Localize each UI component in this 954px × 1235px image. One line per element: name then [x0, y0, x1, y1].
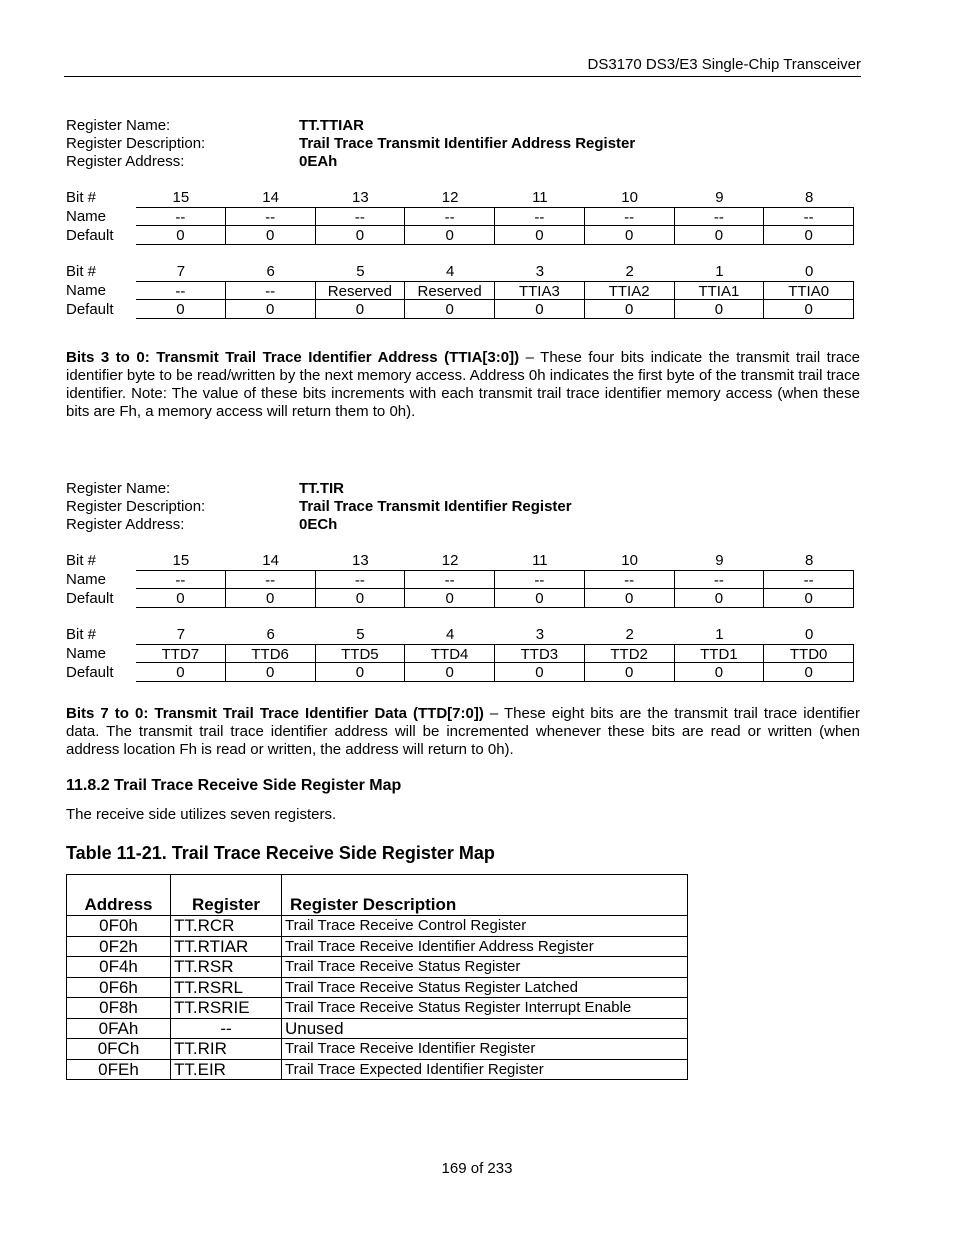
- bit-default-row: [66, 226, 855, 245]
- bit-name-cell: TTD4: [405, 644, 495, 663]
- bit-number-row: [66, 551, 855, 570]
- table-title: Table 11-21. Trail Trace Receive Side Register Map: [66, 843, 495, 863]
- bit-default-cell: 0: [226, 589, 316, 608]
- bit-grid-tir-high: [66, 551, 855, 608]
- bit-number: 7: [176, 263, 186, 280]
- bit-default-cell: 0: [316, 300, 406, 319]
- bit-name-cell: TTIA3: [495, 281, 585, 300]
- bit-default-cell: 0: [136, 663, 226, 682]
- bit-default-cell: 0: [405, 300, 495, 319]
- name-label: Name: [66, 645, 107, 662]
- bit-name-row: [66, 570, 855, 589]
- bit-name-cell: --: [495, 207, 585, 226]
- bit-default-cell: 0: [585, 589, 675, 608]
- bit-default-cell: 0: [226, 226, 316, 245]
- register-cell: TT.RCR: [171, 916, 282, 937]
- bit-number: 5: [356, 626, 365, 643]
- default-label: Default: [66, 227, 114, 244]
- bit-name-cell: --: [226, 281, 316, 300]
- bit-default-cell: 0: [764, 226, 854, 245]
- register-cell: TT.RIR: [171, 1039, 282, 1060]
- bit-name-cell: --: [764, 570, 854, 589]
- bit-grid-tir-low: [66, 625, 855, 682]
- register-cell: --: [171, 1018, 282, 1039]
- bit-grid-ttiar-low: [66, 262, 855, 319]
- section-heading: 11.8.2 Trail Trace Receive Side Register Map: [66, 777, 402, 794]
- table-row: [67, 957, 688, 978]
- bit-default-cell: 0: [226, 663, 316, 682]
- bit-number: 15: [172, 189, 190, 206]
- bit-default-cell: 0: [226, 300, 316, 319]
- bit-number: 5: [356, 263, 365, 280]
- table-row: [67, 998, 688, 1019]
- bit-default-cell: 0: [136, 300, 226, 319]
- bit-default-cell: 0: [405, 589, 495, 608]
- bit-name-cell: TTIA0: [764, 281, 854, 300]
- description-cell: Trail Trace Receive Control Register: [282, 916, 688, 937]
- register-address-label: Register Address:: [66, 153, 185, 170]
- bit-name-cell: TTD1: [675, 644, 765, 663]
- address-cell: 0FEh: [67, 1059, 171, 1080]
- register-cell: TT.RSRIE: [171, 998, 282, 1019]
- bit-default-cell: 0: [675, 226, 765, 245]
- address-cell: 0FAh: [67, 1018, 171, 1039]
- header-rule: [64, 76, 861, 77]
- bit-name-cell: --: [316, 570, 406, 589]
- bit-default-cell: 0: [495, 663, 585, 682]
- bits-description-text: – These eight bits are the transmit trail trace identifier data. The transmit trail trace identifier address will be incremented whenever these bits are read or written (when address location Fh is read or written, the address will return to 0h).: [66, 705, 860, 758]
- bit-name-cell: --: [136, 570, 226, 589]
- bit-number: 8: [804, 552, 814, 569]
- name-label: Name: [66, 571, 107, 588]
- table-row: [67, 1018, 688, 1039]
- bit-number: 14: [262, 552, 279, 569]
- description-cell: Trail Trace Receive Status Register Latched: [282, 977, 688, 998]
- bit-number: 0: [804, 626, 814, 643]
- bit-label: Bit #: [66, 189, 97, 206]
- bits-description-text: – These four bits indicate the transmit trail trace identifier byte to be read/written by the next memory access. Address 0h indicates the first byte of the transmit trail trace identifier. Note: The value of these bits increments with each transmit trail trace identifier memory access (when these bits are Fh, a memory access will return them to 0h).: [66, 349, 861, 420]
- bit-name-row: [66, 207, 855, 226]
- description-cell: Trail Trace Receive Status Register: [282, 957, 688, 978]
- bit-number: 3: [535, 263, 545, 280]
- bit-name-cell: --: [585, 570, 675, 589]
- bit-name-cell: --: [316, 207, 406, 226]
- bit-default-cell: 0: [316, 226, 406, 245]
- table-row: [67, 1039, 688, 1060]
- bit-number: 14: [262, 189, 279, 206]
- register-info-ttiar: [66, 117, 635, 171]
- bit-number: 10: [621, 552, 638, 569]
- bit-default-cell: 0: [675, 300, 765, 319]
- bit-name-cell: TTD3: [495, 644, 585, 663]
- register-name-value: TT.TTIAR: [299, 117, 364, 134]
- address-cell: 0F0h: [67, 916, 171, 937]
- bit-grid-ttiar-high: [66, 188, 855, 245]
- bit-label: Bit #: [66, 626, 97, 643]
- bit-default-row: [66, 589, 855, 608]
- bit-number: 11: [532, 552, 548, 569]
- register-name-label: Register Name:: [66, 117, 171, 134]
- column-header-address: Address: [67, 875, 171, 916]
- bit-name-cell: Reserved: [316, 281, 406, 300]
- bit-default-cell: 0: [405, 663, 495, 682]
- bit-name-cell: TTIA1: [675, 281, 765, 300]
- description-cell: Trail Trace Expected Identifier Register: [282, 1059, 688, 1080]
- bit-name-cell: TTD5: [316, 644, 406, 663]
- document-header-title: DS3170 DS3/E3 Single-Chip Transceiver: [587, 56, 861, 73]
- bit-number: 12: [441, 552, 459, 569]
- register-address-label: Register Address:: [66, 516, 185, 533]
- bit-number: 10: [621, 189, 638, 206]
- bit-number: 11: [532, 189, 548, 206]
- address-cell: 0F8h: [67, 998, 171, 1019]
- bit-default-cell: 0: [316, 663, 406, 682]
- bit-number: 6: [266, 263, 275, 280]
- bit-number: 4: [445, 626, 455, 643]
- bit-number: 2: [625, 626, 634, 643]
- bit-default-cell: 0: [585, 226, 675, 245]
- column-header-description: Register Description: [282, 875, 688, 916]
- bit-name-cell: TTD7: [136, 644, 226, 663]
- column-header-register: Register: [171, 875, 282, 916]
- table-row: [67, 977, 688, 998]
- default-label: Default: [66, 301, 114, 318]
- table-row: [67, 936, 688, 957]
- bit-name-row: [66, 281, 855, 300]
- bit-number-row: [66, 625, 855, 644]
- bit-number: 1: [715, 263, 724, 280]
- bit-default-row: [66, 663, 855, 682]
- register-description-label: Register Description:: [66, 135, 206, 152]
- bit-default-cell: 0: [585, 663, 675, 682]
- bit-name-cell: TTD6: [226, 644, 316, 663]
- bit-number-row: [66, 188, 855, 207]
- default-label: Default: [66, 664, 114, 681]
- default-label: Default: [66, 590, 114, 607]
- bit-name-cell: --: [585, 207, 675, 226]
- bits-description-tir: [66, 705, 860, 759]
- register-map-table: [66, 874, 688, 1080]
- bit-default-cell: 0: [316, 589, 406, 608]
- address-cell: 0F2h: [67, 936, 171, 957]
- bit-name-cell: TTD0: [764, 644, 854, 663]
- bit-default-cell: 0: [495, 300, 585, 319]
- register-address-value: 0ECh: [299, 516, 338, 533]
- register-cell: TT.RSRL: [171, 977, 282, 998]
- bits-description-heading: Bits 7 to 0: Transmit Trail Trace Identifier Data (TTD[7:0]): [66, 705, 484, 722]
- bit-number: 12: [441, 189, 459, 206]
- bit-number: 1: [715, 626, 724, 643]
- bit-number: 8: [804, 189, 814, 206]
- bit-default-cell: 0: [764, 300, 854, 319]
- section-intro: The receive side utilizes seven registers.: [66, 806, 337, 823]
- bit-default-cell: 0: [136, 589, 226, 608]
- bit-default-cell: 0: [495, 589, 585, 608]
- bit-name-cell: --: [226, 207, 316, 226]
- bit-number: 13: [352, 552, 369, 569]
- bit-number: 4: [445, 263, 455, 280]
- bit-default-cell: 0: [495, 226, 585, 245]
- description-cell: Unused: [282, 1018, 688, 1039]
- bit-label: Bit #: [66, 263, 97, 280]
- bit-default-cell: 0: [764, 589, 854, 608]
- register-description-label: Register Description:: [66, 498, 206, 515]
- table-header-row: [67, 875, 688, 916]
- bit-name-row: [66, 644, 855, 663]
- register-description-value: Trail Trace Transmit Identifier Address Register: [299, 135, 636, 152]
- bit-default-cell: 0: [405, 226, 495, 245]
- bits-description-ttiar: [66, 349, 860, 421]
- bit-number: 0: [804, 263, 814, 280]
- table-row: [67, 916, 688, 937]
- bit-number: 9: [715, 552, 724, 569]
- bit-default-cell: 0: [675, 589, 765, 608]
- bit-name-cell: --: [405, 570, 495, 589]
- bit-label: Bit #: [66, 552, 97, 569]
- bit-name-cell: --: [136, 207, 226, 226]
- register-name-value: TT.TIR: [299, 480, 344, 497]
- bit-name-cell: TTD2: [585, 644, 675, 663]
- register-description-value: Trail Trace Transmit Identifier Register: [299, 498, 572, 515]
- bit-number: 15: [172, 552, 190, 569]
- bits-description-heading: Bits 3 to 0: Transmit Trail Trace Identifier Address (TTIA[3:0]): [66, 349, 520, 366]
- name-label: Name: [66, 282, 107, 299]
- page-number: 169 of 233: [441, 1160, 513, 1177]
- bit-number-row: [66, 262, 855, 281]
- register-info-tir: [66, 480, 572, 534]
- description-cell: Trail Trace Receive Identifier Register: [282, 1039, 688, 1060]
- bit-number: 6: [266, 626, 275, 643]
- bit-number: 9: [715, 189, 724, 206]
- bit-default-cell: 0: [764, 663, 854, 682]
- bit-name-cell: TTIA2: [585, 281, 675, 300]
- bit-default-cell: 0: [585, 300, 675, 319]
- table-row: [67, 1059, 688, 1080]
- bit-name-cell: Reserved: [405, 281, 495, 300]
- bit-name-cell: --: [405, 207, 495, 226]
- bit-name-cell: --: [764, 207, 854, 226]
- bit-default-row: [66, 300, 855, 319]
- description-cell: Trail Trace Receive Status Register Interrupt Enable: [282, 998, 688, 1019]
- bit-default-cell: 0: [136, 226, 226, 245]
- bit-number: 7: [176, 626, 186, 643]
- bit-name-cell: --: [136, 281, 226, 300]
- bit-name-cell: --: [675, 207, 765, 226]
- bit-default-cell: 0: [675, 663, 765, 682]
- address-cell: 0FCh: [67, 1039, 171, 1060]
- bit-number: 13: [352, 189, 369, 206]
- register-name-label: Register Name:: [66, 480, 171, 497]
- register-address-value: 0EAh: [299, 153, 338, 170]
- bit-name-cell: --: [495, 570, 585, 589]
- bit-number: 2: [625, 263, 634, 280]
- address-cell: 0F4h: [67, 957, 171, 978]
- register-cell: TT.RSR: [171, 957, 282, 978]
- bit-name-cell: --: [675, 570, 765, 589]
- bit-name-cell: --: [226, 570, 316, 589]
- address-cell: 0F6h: [67, 977, 171, 998]
- register-cell: TT.EIR: [171, 1059, 282, 1080]
- bit-number: 3: [535, 626, 545, 643]
- description-cell: Trail Trace Receive Identifier Address Register: [282, 936, 688, 957]
- register-cell: TT.RTIAR: [171, 936, 282, 957]
- name-label: Name: [66, 208, 107, 225]
